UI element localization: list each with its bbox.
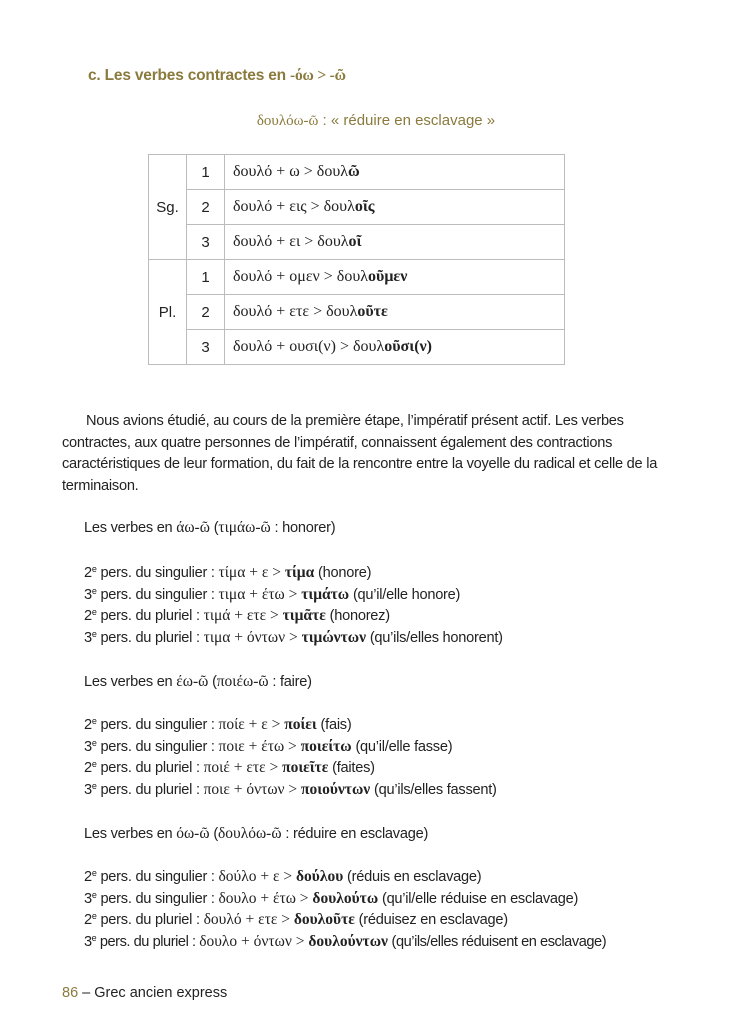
imperative-line <box>84 606 390 626</box>
line-formula: ποιέ + ετε > <box>203 759 283 776</box>
line-label: pers. du singulier : <box>96 739 219 755</box>
conjugated-form <box>225 225 565 260</box>
line-sup: e <box>91 586 97 596</box>
block-heading-ew <box>84 672 312 692</box>
imperative-line <box>84 585 460 605</box>
line-sup: e <box>91 607 97 617</box>
heading-greek: έω-ῶ <box>176 673 209 690</box>
form-stem: δουλό + ετε > δουλ <box>233 303 358 320</box>
form-stem: δουλό + εις > δουλ <box>233 198 355 215</box>
heading-text: Les verbes en <box>84 674 177 690</box>
line-result: ποιείτω <box>300 738 352 755</box>
conjugated-form <box>225 330 565 365</box>
line-gloss: (qu’il/elle honore) <box>349 587 461 603</box>
form-stem: δουλό + ει > δουλ <box>233 233 349 250</box>
imperative-line <box>84 628 503 648</box>
page-number: 86 <box>62 985 79 1001</box>
heading-greek: άω-ῶ <box>176 519 210 536</box>
line-num: 3 <box>84 630 92 646</box>
line-label: pers. du pluriel : <box>96 934 200 950</box>
form-stem: δουλό + ω > δουλ <box>233 163 349 180</box>
form-ending: οῦτε <box>357 303 388 320</box>
block-heading-ow <box>84 824 428 844</box>
line-formula: ποιε + όντων > <box>203 781 302 798</box>
paragraph-text: Nous avions étudié, au cours de la première étape, l’impératif présent actif. Les verbes contractes, aux quatre personnes de l’impératif, connaissent également des contractions caractéristiques de leur formation, du fait de la rencontre entre la voyelle du radical et celle de la terminaison. <box>62 413 658 494</box>
heading-text: : réduire en esclavage) <box>281 826 429 842</box>
line-label: pers. du singulier : <box>96 587 219 603</box>
heading-greek: όω-ῶ <box>176 825 210 842</box>
line-sup: e <box>91 781 97 791</box>
line-sup: e <box>91 564 97 574</box>
table-row <box>149 190 565 225</box>
line-num: 2 <box>84 565 92 581</box>
line-sup: e <box>91 759 97 769</box>
line-gloss: (qu’ils/elles réduisent en esclavage) <box>387 934 607 950</box>
line-gloss: (qu’il/elle fasse) <box>351 739 453 755</box>
section-title-text: c. Les verbes contractes en <box>88 67 291 84</box>
line-formula: τιμα + όντων > <box>203 629 302 646</box>
subtitle-greek: δουλόω-ῶ <box>256 113 319 129</box>
form-ending: οῖς <box>354 198 375 215</box>
conjugated-form <box>225 295 565 330</box>
line-label: pers. du pluriel : <box>96 608 204 624</box>
page-footer <box>62 985 227 1001</box>
line-gloss: (qu’ils/elles fassent) <box>370 782 497 798</box>
heading-greek: ποιέω-ῶ <box>216 673 269 690</box>
line-formula: ποιε + έτω > <box>218 738 301 755</box>
group-label-plural: Pl. <box>149 260 187 365</box>
line-sup: e <box>91 933 97 943</box>
line-sup: e <box>91 738 97 748</box>
table-row <box>149 155 565 190</box>
heading-text: : faire) <box>268 674 312 690</box>
line-num: 3 <box>84 891 92 907</box>
table-row <box>149 330 565 365</box>
line-result: δουλοῦτε <box>293 911 355 928</box>
person-number: 1 <box>187 155 225 190</box>
heading-text: ( <box>209 826 218 842</box>
line-formula: δουλο + έτω > <box>218 890 313 907</box>
line-label: pers. du pluriel : <box>96 630 204 646</box>
line-num: 2 <box>84 912 92 928</box>
table-row <box>149 260 565 295</box>
conjugation-table <box>148 154 565 365</box>
table-row <box>149 225 565 260</box>
line-result: τίμα <box>284 564 315 581</box>
subtitle-french: : « réduire en esclavage » <box>318 112 496 129</box>
line-formula: δουλό + ετε > <box>203 911 294 928</box>
person-number: 1 <box>187 260 225 295</box>
block-heading-aw <box>84 518 335 538</box>
line-gloss: (fais) <box>316 717 352 733</box>
line-sup: e <box>91 716 97 726</box>
line-label: pers. du pluriel : <box>96 912 204 928</box>
line-gloss: (réduis en esclavage) <box>343 869 482 885</box>
line-label: pers. du pluriel : <box>96 760 204 776</box>
line-gloss: (qu’ils/elles honorent) <box>366 630 503 646</box>
heading-greek: δουλόω-ῶ <box>217 825 282 842</box>
line-sup: e <box>91 911 97 921</box>
line-sup: e <box>91 868 97 878</box>
line-gloss: (honore) <box>314 565 372 581</box>
line-formula: δούλο + ε > <box>218 868 296 885</box>
line-formula: ποίε + ε > <box>218 716 285 733</box>
heading-text: ( <box>209 520 219 536</box>
line-num: 2 <box>84 869 92 885</box>
conjugated-form <box>225 260 565 295</box>
conjugation-subtitle <box>0 112 738 130</box>
line-gloss: (qu’il/elle réduise en esclavage) <box>378 891 579 907</box>
heading-text: Les verbes en <box>84 520 177 536</box>
form-ending: ῶ <box>348 163 360 180</box>
line-formula: τιμα + έτω > <box>218 586 302 603</box>
body-paragraph <box>62 411 662 497</box>
person-number: 3 <box>187 330 225 365</box>
line-gloss: (honorez) <box>325 608 390 624</box>
imperative-line <box>84 563 371 583</box>
imperative-line <box>84 867 481 887</box>
line-label: pers. du singulier : <box>96 891 219 907</box>
line-num: 3 <box>84 934 92 950</box>
line-result: ποίει <box>284 716 317 733</box>
book-title: – Grec ancien express <box>78 985 228 1001</box>
line-num: 3 <box>84 739 92 755</box>
line-result: δουλούντων <box>308 933 388 950</box>
line-gloss: (réduisez en esclavage) <box>354 912 508 928</box>
form-stem: δουλό + ομεν > δουλ <box>233 268 369 285</box>
imperative-line <box>84 910 508 930</box>
line-result: τιμᾶτε <box>282 607 326 624</box>
line-num: 2 <box>84 760 92 776</box>
line-result: δούλου <box>296 868 344 885</box>
line-num: 3 <box>84 587 92 603</box>
line-num: 2 <box>84 717 92 733</box>
line-num: 3 <box>84 782 92 798</box>
form-ending: οῦμεν <box>368 268 408 285</box>
heading-text: : honorer) <box>270 520 336 536</box>
line-label: pers. du pluriel : <box>96 782 204 798</box>
imperative-line <box>84 737 452 757</box>
line-result: τιμώντων <box>301 629 367 646</box>
imperative-line <box>84 758 375 778</box>
line-formula: τίμα + ε > <box>218 564 285 581</box>
line-formula: δουλο + όντων > <box>199 933 309 950</box>
person-number: 2 <box>187 295 225 330</box>
form-ending: οῦσι(ν) <box>384 338 433 355</box>
group-label-singular: Sg. <box>149 155 187 260</box>
line-label: pers. du singulier : <box>96 717 219 733</box>
section-title-greek: -όω > -ῶ <box>290 67 346 84</box>
imperative-line <box>84 889 578 909</box>
form-ending: οῖ <box>348 233 362 250</box>
person-number: 3 <box>187 225 225 260</box>
imperative-line <box>84 715 351 735</box>
line-result: δουλούτω <box>312 890 379 907</box>
imperative-line <box>84 780 497 800</box>
line-label: pers. du singulier : <box>96 869 219 885</box>
line-sup: e <box>91 890 97 900</box>
line-result: ποιεῖτε <box>282 759 329 776</box>
heading-text: Les verbes en <box>84 826 177 842</box>
conjugated-form <box>225 155 565 190</box>
line-sup: e <box>91 629 97 639</box>
heading-greek: τιμάω-ῶ <box>218 519 271 536</box>
section-title <box>88 67 346 85</box>
table-row <box>149 295 565 330</box>
line-formula: τιμά + ετε > <box>203 607 283 624</box>
form-stem: δουλό + ουσι(ν) > δουλ <box>233 338 385 355</box>
line-gloss: (faites) <box>328 760 375 776</box>
line-result: τιμάτω <box>301 586 350 603</box>
imperative-line <box>84 932 606 952</box>
line-num: 2 <box>84 608 92 624</box>
conjugated-form <box>225 190 565 225</box>
person-number: 2 <box>187 190 225 225</box>
line-result: ποιούντων <box>301 781 371 798</box>
heading-text: ( <box>208 674 217 690</box>
line-label: pers. du singulier : <box>96 565 219 581</box>
